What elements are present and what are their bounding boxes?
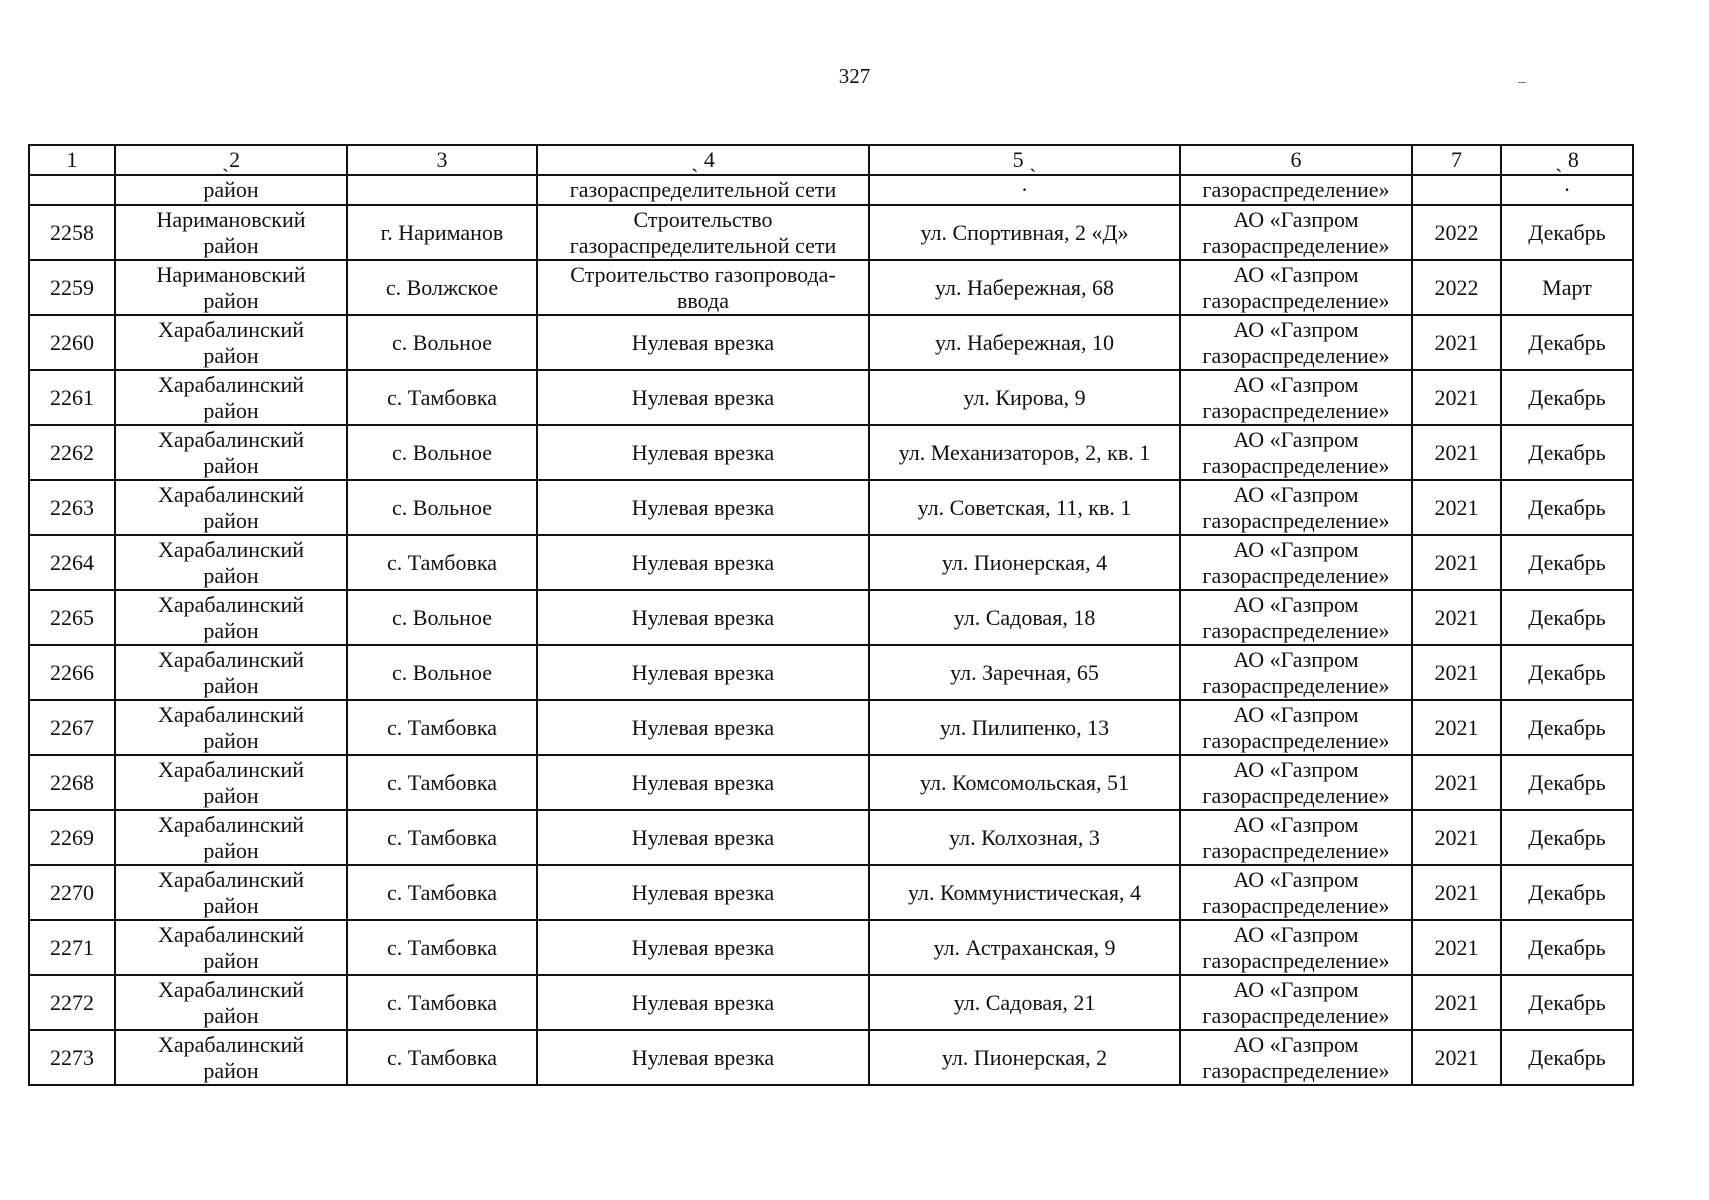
address-cell: ул. Астраханская, 9: [869, 920, 1180, 975]
work-line: Нулевая врезка: [631, 604, 775, 630]
settlement-cell: с. Тамбовка: [347, 920, 537, 975]
district-line: район: [203, 782, 259, 808]
table-row: [29, 755, 1633, 810]
district-cell: [115, 370, 347, 425]
district-line: Харабалинский: [157, 646, 305, 672]
district-line: Харабалинский: [157, 591, 305, 617]
year-cell: 2021: [1412, 535, 1501, 590]
year-cell: 2021: [1412, 755, 1501, 810]
work-cell: [537, 260, 869, 315]
column-number-cell: 6: [1180, 145, 1412, 175]
settlement-cell: с. Тамбовка: [347, 700, 537, 755]
district-line: район: [203, 562, 259, 588]
settlement-cell: с. Вольное: [347, 590, 537, 645]
work-cell: [537, 975, 869, 1030]
year-cell: [1412, 175, 1501, 205]
table-row: [29, 425, 1633, 480]
address-cell: ул. Комсомольская, 51: [869, 755, 1180, 810]
work-cell: [537, 645, 869, 700]
organization-line: газораспределение»: [1202, 1057, 1390, 1083]
column-number-cell: ˏ2: [115, 145, 347, 175]
work-cell: [537, 865, 869, 920]
number-cell: 2258: [29, 205, 115, 260]
organization-line: газораспределение»: [1202, 397, 1390, 423]
number-cell: 2272: [29, 975, 115, 1030]
year-cell: 2021: [1412, 370, 1501, 425]
work-line: Нулевая врезка: [631, 659, 775, 685]
address-cell: ул. Спортивная, 2 «Д»: [869, 205, 1180, 260]
work-line: Нулевая врезка: [631, 769, 775, 795]
organization-line: АО «Газпром: [1233, 316, 1359, 342]
work-cell: [537, 920, 869, 975]
month-cell: Декабрь: [1501, 645, 1633, 700]
organization-line: АО «Газпром: [1233, 536, 1359, 562]
district-line: район: [203, 397, 259, 423]
table-row: [29, 260, 1633, 315]
table-row: [29, 645, 1633, 700]
month-cell: Декабрь: [1501, 370, 1633, 425]
column-number-cell: 3: [347, 145, 537, 175]
work-cell: [537, 700, 869, 755]
district-cell: [115, 590, 347, 645]
address-cell: ул. Механизаторов, 2, кв. 1: [869, 425, 1180, 480]
organization-line: газораспределение»: [1202, 1002, 1390, 1028]
organization-line: АО «Газпром: [1233, 1031, 1359, 1057]
column-number-row: [29, 145, 1633, 175]
organization-line: АО «Газпром: [1233, 811, 1359, 837]
district-line: район: [203, 727, 259, 753]
work-cell: [537, 370, 869, 425]
organization-line: АО «Газпром: [1233, 866, 1359, 892]
table-row: [29, 205, 1633, 260]
work-cell: [537, 810, 869, 865]
month-cell: Декабрь: [1501, 755, 1633, 810]
district-line: район: [203, 892, 259, 918]
number-cell: 2265: [29, 590, 115, 645]
organization-line: АО «Газпром: [1233, 481, 1359, 507]
month-cell: Декабрь: [1501, 810, 1633, 865]
district-line: район: [203, 672, 259, 698]
table-row: [29, 370, 1633, 425]
year-cell: 2021: [1412, 920, 1501, 975]
district-line: Харабалинский: [157, 756, 305, 782]
work-line: Нулевая врезка: [631, 329, 775, 355]
district-cell: [115, 920, 347, 975]
district-cell: [115, 755, 347, 810]
district-cell: [115, 315, 347, 370]
settlement-cell: с. Тамбовка: [347, 535, 537, 590]
organization-cell: [1180, 810, 1412, 865]
district-line: Харабалинский: [157, 811, 305, 837]
organization-cell: [1180, 920, 1412, 975]
table-row: [29, 480, 1633, 535]
registry-table: [28, 144, 1634, 1086]
work-line: Строительство газопровода-: [570, 261, 836, 287]
organization-cell: [1180, 645, 1412, 700]
organization-line: газораспределение»: [1202, 342, 1390, 368]
number-cell: 2268: [29, 755, 115, 810]
settlement-cell: г. Нариманов: [347, 205, 537, 260]
year-cell: 2021: [1412, 315, 1501, 370]
district-line: район: [203, 287, 259, 313]
district-line: Наримановский: [156, 261, 306, 287]
month-cell: Декабрь: [1501, 1030, 1633, 1085]
district-line: район: [203, 1057, 259, 1083]
organization-line: АО «Газпром: [1233, 976, 1359, 1002]
work-line: Нулевая врезка: [631, 879, 775, 905]
district-line: Харабалинский: [157, 316, 305, 342]
number-cell: 2261: [29, 370, 115, 425]
organization-cell: [1180, 700, 1412, 755]
organization-line: АО «Газпром: [1233, 646, 1359, 672]
district-cell: [115, 1030, 347, 1085]
year-cell: 2021: [1412, 700, 1501, 755]
month-cell: Декабрь: [1501, 425, 1633, 480]
year-cell: 2021: [1412, 425, 1501, 480]
month-cell: ·: [1501, 175, 1633, 205]
organization-cell: газораспределение»: [1180, 175, 1412, 205]
address-cell: ул. Пилипенко, 13: [869, 700, 1180, 755]
organization-line: газораспределение»: [1202, 727, 1390, 753]
address-cell: ул. Набережная, 68: [869, 260, 1180, 315]
address-cell: ул. Заречная, 65: [869, 645, 1180, 700]
work-line: Нулевая врезка: [631, 384, 775, 410]
number-cell: 2260: [29, 315, 115, 370]
month-cell: Декабрь: [1501, 480, 1633, 535]
column-number-cell: 5 ˏ: [869, 145, 1180, 175]
organization-line: газораспределение»: [1202, 562, 1390, 588]
address-cell: ул. Кирова, 9: [869, 370, 1180, 425]
work-line: Нулевая врезка: [631, 714, 775, 740]
district-line: Харабалинский: [157, 976, 305, 1002]
year-cell: 2021: [1412, 975, 1501, 1030]
scan-mark: [1518, 82, 1526, 83]
number-cell: 2269: [29, 810, 115, 865]
district-cell: [115, 535, 347, 590]
work-cell: [537, 1030, 869, 1085]
organization-line: газораспределение»: [1202, 287, 1390, 313]
district-cell: [115, 645, 347, 700]
organization-cell: [1180, 315, 1412, 370]
organization-cell: [1180, 370, 1412, 425]
district-cell: [115, 425, 347, 480]
table-row: [29, 315, 1633, 370]
work-cell: [537, 425, 869, 480]
table-row: [29, 590, 1633, 645]
organization-line: газораспределение»: [1202, 452, 1390, 478]
organization-line: газораспределение»: [1202, 837, 1390, 863]
organization-line: газораспределение»: [1202, 892, 1390, 918]
number-cell: 2259: [29, 260, 115, 315]
number-cell: [29, 175, 115, 205]
district-line: Наримановский: [156, 206, 306, 232]
district-cell: [115, 865, 347, 920]
organization-line: АО «Газпром: [1233, 261, 1359, 287]
work-line: Нулевая врезка: [631, 1044, 775, 1070]
district-line: район: [203, 342, 259, 368]
district-line: Харабалинский: [157, 426, 305, 452]
organization-line: газораспределение»: [1202, 672, 1390, 698]
column-number-cell: 1: [29, 145, 115, 175]
table-row: [29, 700, 1633, 755]
organization-cell: [1180, 205, 1412, 260]
work-cell: [537, 590, 869, 645]
district-line: Харабалинский: [157, 481, 305, 507]
month-cell: Декабрь: [1501, 205, 1633, 260]
work-line: Нулевая врезка: [631, 549, 775, 575]
address-cell: ул. Пионерская, 4: [869, 535, 1180, 590]
organization-cell: [1180, 590, 1412, 645]
district-line: Харабалинский: [157, 1031, 305, 1057]
year-cell: 2021: [1412, 810, 1501, 865]
column-number-cell: 7: [1412, 145, 1501, 175]
district-line: район: [203, 452, 259, 478]
month-cell: Декабрь: [1501, 920, 1633, 975]
settlement-cell: с. Тамбовка: [347, 370, 537, 425]
table-row: [29, 920, 1633, 975]
organization-cell: [1180, 480, 1412, 535]
month-cell: Декабрь: [1501, 975, 1633, 1030]
page-number: 327: [838, 64, 871, 88]
work-line: Нулевая врезка: [631, 989, 775, 1015]
number-cell: 2271: [29, 920, 115, 975]
year-cell: 2021: [1412, 645, 1501, 700]
address-cell: ул. Набережная, 10: [869, 315, 1180, 370]
organization-line: АО «Газпром: [1233, 206, 1359, 232]
column-number-cell: ˏ 4: [537, 145, 869, 175]
month-cell: Декабрь: [1501, 590, 1633, 645]
month-cell: Декабрь: [1501, 865, 1633, 920]
work-line: Нулевая врезка: [631, 439, 775, 465]
number-cell: 2262: [29, 425, 115, 480]
work-line: газораспределительной сети: [569, 232, 837, 258]
year-cell: 2021: [1412, 1030, 1501, 1085]
district-line: район: [203, 837, 259, 863]
year-cell: 2021: [1412, 590, 1501, 645]
settlement-cell: с. Тамбовка: [347, 865, 537, 920]
organization-cell: [1180, 425, 1412, 480]
continuation-row: [29, 175, 1633, 205]
address-cell: ул. Садовая, 21: [869, 975, 1180, 1030]
work-cell: [537, 480, 869, 535]
work-line: Нулевая врезка: [631, 934, 775, 960]
district-line: район: [203, 232, 259, 258]
district-line: район: [203, 947, 259, 973]
table-row: [29, 865, 1633, 920]
table-row: [29, 535, 1633, 590]
year-cell: 2021: [1412, 480, 1501, 535]
organization-line: АО «Газпром: [1233, 921, 1359, 947]
settlement-cell: с. Тамбовка: [347, 975, 537, 1030]
settlement-cell: с. Тамбовка: [347, 1030, 537, 1085]
district-line: район: [203, 507, 259, 533]
number-cell: 2263: [29, 480, 115, 535]
district-cell: [115, 480, 347, 535]
organization-cell: [1180, 260, 1412, 315]
organization-line: газораспределение»: [1202, 947, 1390, 973]
settlement-cell: с. Вольное: [347, 645, 537, 700]
district-cell: [115, 975, 347, 1030]
year-cell: 2021: [1412, 865, 1501, 920]
settlement-cell: [347, 175, 537, 205]
month-cell: Декабрь: [1501, 315, 1633, 370]
number-cell: 2273: [29, 1030, 115, 1085]
work-cell: [537, 315, 869, 370]
organization-cell: [1180, 1030, 1412, 1085]
organization-cell: [1180, 755, 1412, 810]
month-cell: Декабрь: [1501, 535, 1633, 590]
work-line: Нулевая врезка: [631, 824, 775, 850]
organization-cell: [1180, 865, 1412, 920]
organization-line: газораспределение»: [1202, 232, 1390, 258]
work-line: Нулевая врезка: [631, 494, 775, 520]
district-line: Харабалинский: [157, 371, 305, 397]
month-cell: Декабрь: [1501, 700, 1633, 755]
work-cell: газораспределительной сети: [537, 175, 869, 205]
number-cell: 2270: [29, 865, 115, 920]
year-cell: 2022: [1412, 205, 1501, 260]
district-line: район: [203, 617, 259, 643]
settlement-cell: с. Тамбовка: [347, 755, 537, 810]
district-cell: [115, 700, 347, 755]
table-row: [29, 1030, 1633, 1085]
organization-line: газораспределение»: [1202, 617, 1390, 643]
organization-line: газораспределение»: [1202, 507, 1390, 533]
organization-line: АО «Газпром: [1233, 701, 1359, 727]
month-cell: Март: [1501, 260, 1633, 315]
organization-line: АО «Газпром: [1233, 426, 1359, 452]
work-cell: [537, 205, 869, 260]
number-cell: 2267: [29, 700, 115, 755]
organization-line: АО «Газпром: [1233, 591, 1359, 617]
district-line: Харабалинский: [157, 701, 305, 727]
organization-cell: [1180, 975, 1412, 1030]
settlement-cell: с. Вольное: [347, 425, 537, 480]
column-number-cell: ˏ 8: [1501, 145, 1633, 175]
work-cell: [537, 535, 869, 590]
district-cell: [115, 810, 347, 865]
district-cell: [115, 260, 347, 315]
work-line: ввода: [677, 287, 729, 313]
district-line: Харабалинский: [157, 921, 305, 947]
work-cell: [537, 755, 869, 810]
number-cell: 2266: [29, 645, 115, 700]
work-line: Строительство: [633, 206, 773, 232]
district-line: район: [203, 1002, 259, 1028]
organization-line: АО «Газпром: [1233, 371, 1359, 397]
district-cell: [115, 205, 347, 260]
table-row: [29, 810, 1633, 865]
settlement-cell: с. Волжское: [347, 260, 537, 315]
number-cell: 2264: [29, 535, 115, 590]
address-cell: ул. Колхозная, 3: [869, 810, 1180, 865]
settlement-cell: с. Тамбовка: [347, 810, 537, 865]
year-cell: 2022: [1412, 260, 1501, 315]
address-cell: ул. Коммунистическая, 4: [869, 865, 1180, 920]
address-cell: ул. Советская, 11, кв. 1: [869, 480, 1180, 535]
organization-line: газораспределение»: [1202, 782, 1390, 808]
organization-cell: [1180, 535, 1412, 590]
district-cell: район: [115, 175, 347, 205]
settlement-cell: с. Вольное: [347, 480, 537, 535]
district-line: Харабалинский: [157, 866, 305, 892]
table-row: [29, 975, 1633, 1030]
table-body: [29, 145, 1633, 1085]
organization-line: АО «Газпром: [1233, 756, 1359, 782]
address-cell: ул. Пионерская, 2: [869, 1030, 1180, 1085]
address-cell: ·: [869, 175, 1180, 205]
district-line: Харабалинский: [157, 536, 305, 562]
address-cell: ул. Садовая, 18: [869, 590, 1180, 645]
settlement-cell: с. Вольное: [347, 315, 537, 370]
